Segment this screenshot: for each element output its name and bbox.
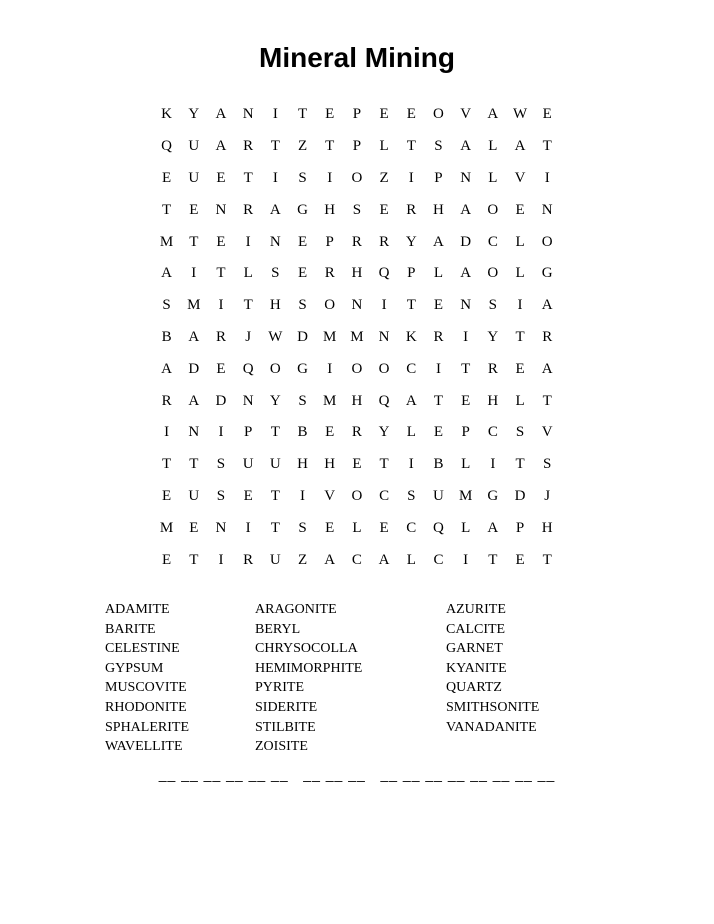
grid-cell: R: [433, 328, 444, 345]
word-item: WAVELLITE: [105, 739, 183, 755]
grid-cell: I: [327, 169, 333, 186]
grid-row: [153, 322, 561, 354]
grid-cell: A: [460, 265, 472, 282]
word-item: CELESTINE: [105, 641, 180, 657]
grid-cell: E: [461, 392, 471, 409]
grid-cell: J: [544, 487, 551, 504]
grid-cell: S: [298, 297, 307, 314]
grid-cell: T: [243, 297, 253, 314]
grid-cell: Z: [379, 169, 389, 186]
grid-cell: T: [189, 551, 199, 568]
grid-cell: M: [458, 487, 473, 504]
grid-cell: C: [487, 233, 498, 250]
grid-cell: I: [490, 456, 496, 473]
grid-row: [153, 417, 561, 449]
grid-cell: P: [434, 169, 443, 186]
grid-cell: D: [514, 487, 526, 504]
grid-cell: T: [162, 201, 172, 218]
word-item: SPHALERITE: [105, 719, 189, 735]
grid-cell: R: [406, 201, 417, 218]
word-item: QUARTZ: [446, 680, 502, 696]
grid-cell: D: [297, 328, 308, 345]
grid-cell: N: [242, 106, 254, 123]
grid-cell: T: [189, 233, 199, 250]
grid-cell: E: [325, 519, 335, 536]
answer-blanks: __ __ __ __ __ __ __ __ __ __ __ __ __ __ __ __ __: [158, 766, 556, 782]
grid-cell: A: [487, 519, 499, 536]
grid-cell: R: [243, 138, 254, 155]
word-item: STILBITE: [255, 719, 316, 735]
grid-cell: H: [297, 456, 308, 473]
grid-cell: A: [161, 360, 173, 377]
word-item: MUSCOVITE: [105, 680, 187, 696]
grid-cell: S: [162, 297, 171, 314]
grid-cell: A: [161, 265, 173, 282]
grid-cell: H: [324, 201, 336, 218]
grid-cell: A: [541, 297, 553, 314]
grid-row: [153, 544, 561, 576]
grid-cell: E: [216, 233, 226, 250]
grid-cell: N: [351, 297, 363, 314]
grid-cell: M: [323, 328, 337, 345]
grid-cell: E: [216, 360, 226, 377]
grid-cell: E: [379, 106, 389, 123]
grid-cell: T: [515, 456, 525, 473]
grid-cell: V: [514, 169, 526, 186]
word-item: VANADANITE: [446, 719, 537, 735]
grid-cell: E: [243, 487, 253, 504]
grid-cell: M: [323, 392, 337, 409]
grid-cell: V: [541, 424, 553, 441]
grid-cell: A: [433, 233, 444, 250]
grid-cell: S: [515, 424, 525, 441]
grid-cell: E: [433, 424, 444, 441]
grid-cell: C: [379, 487, 390, 504]
grid-cell: Q: [433, 519, 444, 536]
word-item: ARAGONITE: [255, 602, 337, 617]
grid-cell: U: [433, 487, 444, 504]
grid-row: [153, 163, 561, 195]
grid-cell: K: [405, 328, 417, 345]
grid-cell: C: [487, 424, 498, 441]
grid-cell: J: [245, 328, 252, 345]
grid-row: [153, 353, 561, 385]
grid-row: [153, 481, 561, 513]
word-item: ADAMITE: [105, 602, 170, 617]
grid-cell: E: [515, 551, 525, 568]
grid-cell: G: [487, 487, 499, 504]
grid-cell: T: [270, 424, 280, 441]
grid-cell: L: [379, 138, 389, 155]
grid-cell: T: [433, 392, 444, 409]
grid-cell: S: [543, 456, 552, 473]
grid-cell: V: [460, 106, 472, 123]
word-item: CHRYSOCOLLA: [255, 641, 358, 657]
grid-cell: M: [350, 328, 364, 345]
grid-cell: M: [159, 519, 174, 536]
grid-cell: I: [517, 297, 523, 314]
grid-cell: H: [269, 297, 281, 314]
grid-cell: N: [541, 201, 553, 218]
word-list-column-2: [255, 600, 362, 757]
grid-cell: P: [461, 424, 470, 441]
grid-cell: S: [298, 519, 307, 536]
grid-cell: I: [245, 519, 251, 536]
grid-row: [153, 131, 561, 163]
grid-cell: N: [188, 424, 200, 441]
grid-cell: T: [406, 138, 416, 155]
grid-cell: R: [243, 201, 254, 218]
grid-cell: L: [515, 233, 525, 250]
grid-cell: E: [379, 519, 389, 536]
grid-cell: E: [406, 106, 416, 123]
grid-cell: T: [297, 106, 308, 123]
grid-cell: T: [406, 297, 416, 314]
grid-cell: O: [433, 106, 444, 123]
grid-row: [153, 194, 561, 226]
grid-cell: Y: [405, 233, 417, 250]
grid-cell: Y: [487, 328, 499, 345]
grid-cell: S: [298, 392, 307, 409]
word-item: RHODONITE: [105, 699, 187, 715]
grid-cell: I: [218, 297, 224, 314]
grid-cell: P: [352, 138, 362, 155]
grid-cell: N: [215, 519, 227, 536]
grid-cell: H: [433, 201, 444, 218]
grid-cell: L: [352, 519, 362, 536]
grid-cell: N: [460, 169, 472, 186]
grid-cell: Q: [378, 392, 390, 409]
grid-cell: R: [379, 233, 390, 250]
grid-cell: H: [351, 392, 363, 409]
grid-cell: U: [188, 487, 200, 504]
grid-cell: S: [488, 297, 498, 314]
grid-cell: O: [324, 297, 336, 314]
grid-cell: A: [460, 201, 472, 218]
grid-cell: E: [189, 201, 199, 218]
grid-cell: L: [406, 424, 416, 441]
grid-cell: C: [351, 551, 362, 568]
grid-cell: L: [243, 265, 253, 282]
word-item: GARNET: [446, 641, 503, 657]
grid-cell: T: [542, 138, 552, 155]
grid-cell: C: [406, 360, 417, 377]
grid-cell: R: [351, 233, 362, 250]
grid-cell: B: [161, 328, 172, 345]
grid-cell: H: [541, 519, 553, 536]
grid-cell: T: [243, 169, 253, 186]
grid-cell: V: [324, 487, 336, 504]
grid-cell: R: [161, 392, 172, 409]
word-list-column-1: [105, 600, 189, 757]
grid-cell: U: [269, 551, 281, 568]
grid-cell: U: [269, 456, 281, 473]
grid-cell: P: [352, 106, 362, 123]
grid-cell: H: [487, 392, 499, 409]
grid-cell: Y: [269, 392, 281, 409]
grid-cell: P: [407, 265, 416, 282]
grid-cell: A: [188, 392, 200, 409]
word-item: SMITHSONITE: [446, 699, 540, 715]
grid-cell: I: [245, 233, 251, 250]
grid-cell: I: [408, 456, 414, 473]
grid-cell: L: [515, 392, 525, 409]
grid-cell: I: [381, 297, 387, 314]
grid-cell: S: [352, 201, 362, 218]
word-item: AZURITE: [446, 602, 506, 617]
grid-cell: A: [460, 138, 472, 155]
grid-cell: R: [324, 265, 335, 282]
grid-cell: O: [378, 360, 390, 377]
grid-cell: E: [162, 169, 172, 186]
grid-cell: L: [461, 456, 471, 473]
grid-cell: G: [541, 265, 553, 282]
page-title: Mineral Mining: [259, 42, 455, 73]
grid-cell: L: [515, 265, 525, 282]
grid-cell: L: [461, 519, 471, 536]
grid-cell: R: [215, 328, 226, 345]
grid-cell: T: [461, 360, 471, 377]
grid-cell: T: [379, 456, 389, 473]
grid-cell: T: [542, 392, 552, 409]
grid-cell: L: [488, 169, 498, 186]
word-list-column-3: [446, 600, 539, 737]
grid-cell: E: [352, 456, 362, 473]
grid-cell: E: [515, 201, 525, 218]
grid-cell: A: [215, 138, 227, 155]
grid-cell: U: [242, 456, 254, 473]
grid-cell: A: [541, 360, 553, 377]
grid-cell: Q: [378, 265, 390, 282]
grid-cell: D: [215, 392, 227, 409]
grid-cell: N: [215, 201, 227, 218]
grid-cell: S: [434, 138, 443, 155]
grid-cell: O: [351, 360, 363, 377]
grid-cell: T: [515, 328, 525, 345]
grid-cell: P: [325, 233, 334, 250]
grid-cell: I: [164, 424, 170, 441]
grid-cell: E: [189, 519, 199, 536]
grid-cell: E: [379, 201, 389, 218]
grid-cell: I: [408, 169, 414, 186]
grid-cell: Y: [188, 106, 200, 123]
grid-cell: R: [487, 360, 498, 377]
grid-cell: I: [300, 487, 306, 504]
grid-cell: E: [325, 106, 335, 123]
grid-cell: T: [216, 265, 226, 282]
grid-cell: N: [378, 328, 390, 345]
grid-cell: A: [514, 138, 526, 155]
grid-cell: H: [324, 456, 336, 473]
grid-cell: K: [161, 106, 173, 123]
grid-cell: A: [405, 392, 417, 409]
grid-cell: A: [188, 328, 200, 345]
grid-cell: B: [433, 456, 444, 473]
grid-cell: E: [542, 106, 552, 123]
grid-cell: D: [460, 233, 472, 250]
grid-cell: G: [297, 360, 308, 377]
grid-row: [153, 385, 561, 417]
grid-cell: N: [460, 297, 472, 314]
grid-cell: I: [191, 265, 197, 282]
word-item: GYPSUM: [105, 660, 164, 676]
grid-cell: E: [325, 424, 335, 441]
grid-cell: G: [297, 201, 308, 218]
grid-cell: D: [188, 360, 200, 377]
grid-cell: U: [188, 138, 200, 155]
grid-cell: I: [218, 551, 224, 568]
grid-cell: C: [406, 519, 417, 536]
grid-cell: R: [351, 424, 362, 441]
grid-row: [153, 226, 561, 258]
grid-cell: T: [189, 456, 199, 473]
word-item: BARITE: [105, 621, 156, 637]
grid-row: [153, 258, 561, 290]
grid-cell: Z: [297, 138, 308, 155]
grid-cell: Y: [378, 424, 390, 441]
grid-cell: I: [544, 169, 550, 186]
grid-cell: E: [297, 233, 308, 250]
grid-row: [153, 290, 561, 322]
grid-cell: O: [351, 169, 363, 186]
grid-cell: Z: [297, 551, 308, 568]
word-item: SIDERITE: [255, 699, 318, 715]
grid-cell: Q: [242, 360, 254, 377]
grid-cell: I: [463, 328, 469, 345]
grid-cell: O: [487, 201, 499, 218]
grid-cell: S: [407, 487, 416, 504]
grid-cell: H: [351, 265, 363, 282]
grid-cell: E: [433, 297, 444, 314]
word-item: PYRITE: [255, 680, 304, 696]
grid-cell: Q: [161, 138, 173, 155]
grid-cell: T: [270, 519, 280, 536]
grid-cell: S: [298, 169, 307, 186]
grid-cell: C: [433, 551, 444, 568]
grid-cell: O: [351, 487, 363, 504]
grid-cell: E: [297, 265, 308, 282]
grid-cell: S: [271, 265, 280, 282]
grid-cell: T: [488, 551, 498, 568]
grid-cell: L: [488, 138, 498, 155]
word-item: HEMIMORPHITE: [255, 660, 363, 676]
grid-cell: N: [269, 233, 281, 250]
grid-cell: T: [270, 487, 280, 504]
grid-cell: T: [325, 138, 335, 155]
grid-cell: E: [162, 487, 172, 504]
grid-cell: P: [243, 424, 253, 441]
grid-cell: I: [435, 360, 441, 377]
grid-cell: L: [433, 265, 444, 282]
grid-cell: I: [327, 360, 333, 377]
grid-cell: U: [188, 169, 200, 186]
grid-cell: I: [218, 424, 224, 441]
word-item: CALCITE: [446, 621, 506, 637]
grid-cell: I: [272, 169, 278, 186]
grid-row: [153, 512, 561, 544]
grid-cell: L: [406, 551, 416, 568]
grid-cell: A: [324, 551, 336, 568]
word-item: ZOISITE: [255, 739, 308, 755]
grid-cell: O: [269, 360, 281, 377]
grid-cell: A: [487, 106, 499, 123]
grid-cell: B: [297, 424, 308, 441]
grid-cell: S: [216, 456, 226, 473]
grid-cell: T: [270, 138, 280, 155]
grid-cell: A: [269, 201, 281, 218]
grid-row: [153, 99, 561, 131]
grid-cell: N: [242, 392, 254, 409]
grid-cell: A: [215, 106, 227, 123]
letter-grid: [153, 99, 561, 576]
grid-cell: E: [515, 360, 525, 377]
grid-cell: T: [542, 551, 552, 568]
grid-cell: E: [216, 169, 226, 186]
grid-cell: I: [272, 106, 278, 123]
grid-cell: O: [541, 233, 553, 250]
grid-cell: E: [162, 551, 172, 568]
grid-row: [153, 449, 561, 481]
grid-cell: R: [542, 328, 553, 345]
grid-cell: S: [216, 487, 226, 504]
grid-cell: A: [378, 551, 390, 568]
grid-cell: M: [187, 297, 201, 314]
grid-cell: O: [487, 265, 499, 282]
word-item: KYANITE: [446, 660, 507, 676]
grid-cell: P: [515, 519, 525, 536]
grid-cell: I: [463, 551, 469, 568]
grid-cell: R: [243, 551, 254, 568]
grid-cell: W: [512, 106, 528, 123]
grid-cell: T: [162, 456, 172, 473]
grid-cell: M: [159, 233, 174, 250]
word-item: BERYL: [255, 621, 301, 637]
grid-cell: W: [268, 328, 283, 345]
